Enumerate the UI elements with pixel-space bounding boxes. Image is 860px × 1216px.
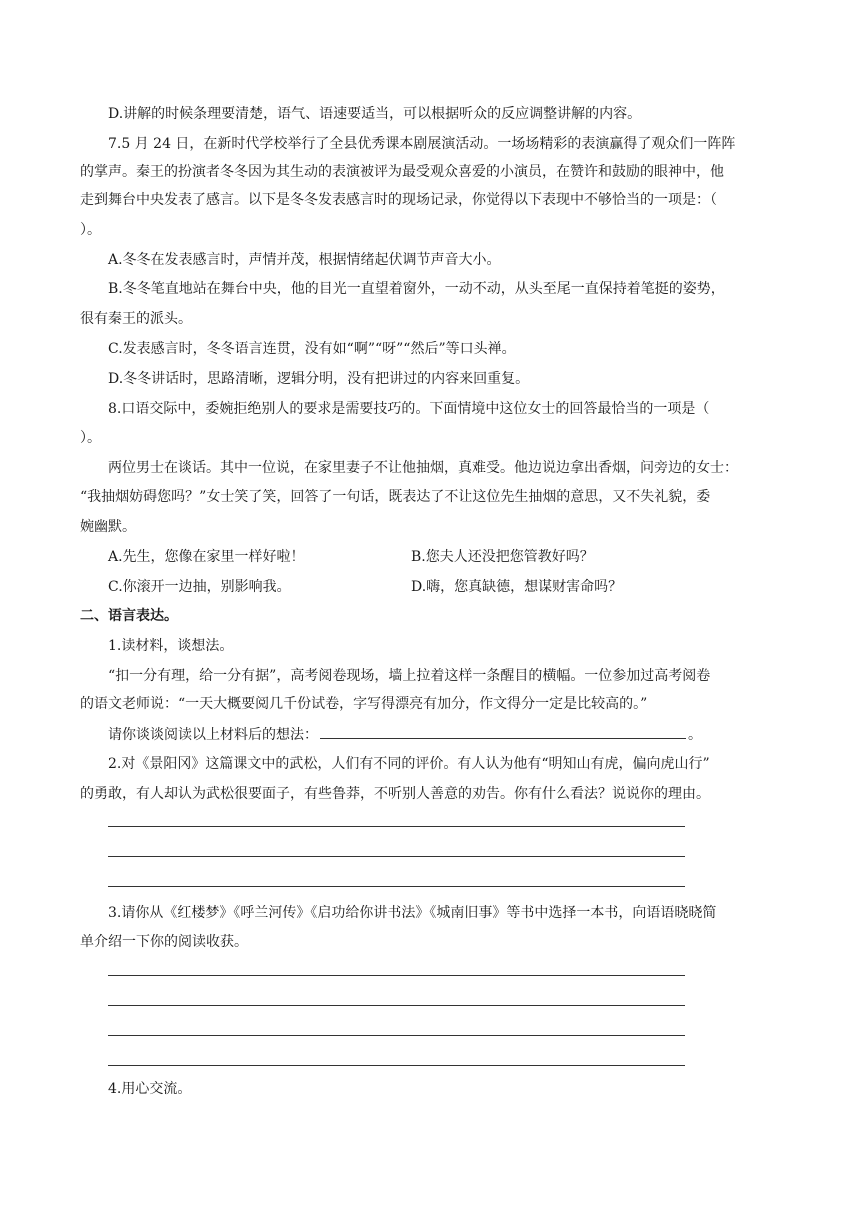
- s2-q3-answer-line-3[interactable]: [108, 1035, 685, 1036]
- q7-option-b-line-2: 很有秦王的派头。: [80, 311, 192, 327]
- q7-option-a: A.冬冬在发表感言时，声情并茂，根据情绪起伏调节声音大小。: [108, 252, 501, 268]
- s2-q3-answer-line-4[interactable]: [108, 1065, 685, 1066]
- s2-q3-answer-line-1[interactable]: [108, 975, 685, 976]
- q8-option-c: C.你滚开一边抽，别影响我。: [108, 579, 291, 595]
- q8-option-b: B.您夫人还没把您管教好吗？: [411, 549, 594, 565]
- section-title: 二、语言表达。: [80, 608, 178, 624]
- q7-stem-line-3: 走到舞台中央发表了感言。以下是冬冬发表感言时的现场记录，你觉得以下表现中不够恰当的一项是：（: [80, 192, 717, 208]
- q8-context-line-1: 两位男士在谈话。其中一位说，在家里妻子不让他抽烟，真难受。他边说边拿出香烟，问旁边的女士：: [108, 460, 738, 476]
- s2-q1-answer-blank[interactable]: [320, 724, 686, 739]
- s2-q1-material-line-1: “扣一分有理，给一分有据”，高考阅卷现场，墙上拉着这样一条醒目的横幅。一位参加过高考阅卷: [108, 668, 711, 684]
- q8-option-d: D.嗨，您真缺德，想谋财害命吗？: [411, 579, 623, 595]
- s2-q3-answer-line-2[interactable]: [108, 1005, 685, 1006]
- s2-q1-prompt-row: [80, 724, 780, 745]
- q8-stem-line-1: 8.口语交际中，委婉拒绝别人的要求是需要技巧的。下面情境中这位女士的回答最恰当的一项是（: [108, 401, 710, 417]
- q8-stem-line-2: ）。: [80, 430, 101, 446]
- s2-q1-end-mark: 。: [688, 727, 702, 743]
- q8-context-line-3: 婉幽默。: [80, 519, 136, 535]
- s2-q2-text-line-2: 的勇敢，有人却认为武松很要面子，有些鲁莽，不听别人善意的劝告。你有什么看法？说说你的理由。: [80, 786, 710, 802]
- s2-q1-title: 1.读材料，谈想法。: [108, 638, 234, 654]
- q7-stem-line-1: 7.5 月 24 日，在新时代学校举行了全县优秀课本剧展演活动。一场场精彩的表演赢得了观众们一阵阵: [108, 136, 736, 152]
- q7-option-b-line-1: B.冬冬笔直地站在舞台中央，他的目光一直望着窗外，一动不动，从头至尾一直保持着笔挺的姿势，: [108, 281, 725, 297]
- s2-q2-text-line-1: 2.对《景阳冈》这篇课文中的武松，人们有不同的评价。有人认为他有“明知山有虎，偏向虎山行”: [108, 756, 710, 772]
- q7-option-d: D.冬冬讲话时，思路清晰，逻辑分明，没有把讲过的内容来回重复。: [108, 371, 530, 387]
- s2-q2-answer-line-1[interactable]: [108, 826, 685, 827]
- s2-q1-material-line-2: 的语文老师说：“一天大概要阅几千份试卷，字写得漂亮有加分，作文得分一定是比较高的。”: [80, 696, 648, 712]
- q7-stem-line-2: 的掌声。秦王的扮演者冬冬因为其生动的表演被评为最受观众喜爱的小演员，在赞许和鼓励的眼神中，他: [80, 164, 724, 180]
- q8-option-a: A.先生，您像在家里一样好啦！: [108, 549, 305, 565]
- s2-q2-answer-line-3[interactable]: [108, 886, 685, 887]
- q6-option-d: D.讲解的时候条理要清楚，语气、语速要适当，可以根据听众的反应调整讲解的内容。: [108, 106, 642, 122]
- s2-q2-answer-line-2[interactable]: [108, 856, 685, 857]
- q8-context-line-2: “我抽烟妨碍您吗？”女士笑了笑，回答了一句话，既表达了不让这位先生抽烟的意思，又不失礼貌，委: [80, 489, 711, 505]
- s2-q3-text-line-2: 单介绍一下你的阅读收获。: [80, 934, 248, 950]
- s2-q3-text-line-1: 3.请你从《红楼梦》《呼兰河传》《启功给你讲书法》《城南旧事》等书中选择一本书，向语语晓晓简: [108, 905, 717, 921]
- s2-q1-prompt: 请你谈谈阅读以上材料后的想法：: [108, 727, 318, 743]
- q7-option-c: C.发表感言时，冬冬语言连贯，没有如“啊”“呀”“然后”等口头禅。: [108, 341, 516, 357]
- q7-stem-line-4: ）。: [80, 222, 101, 238]
- s2-q4-title: 4.用心交流。: [108, 1081, 192, 1097]
